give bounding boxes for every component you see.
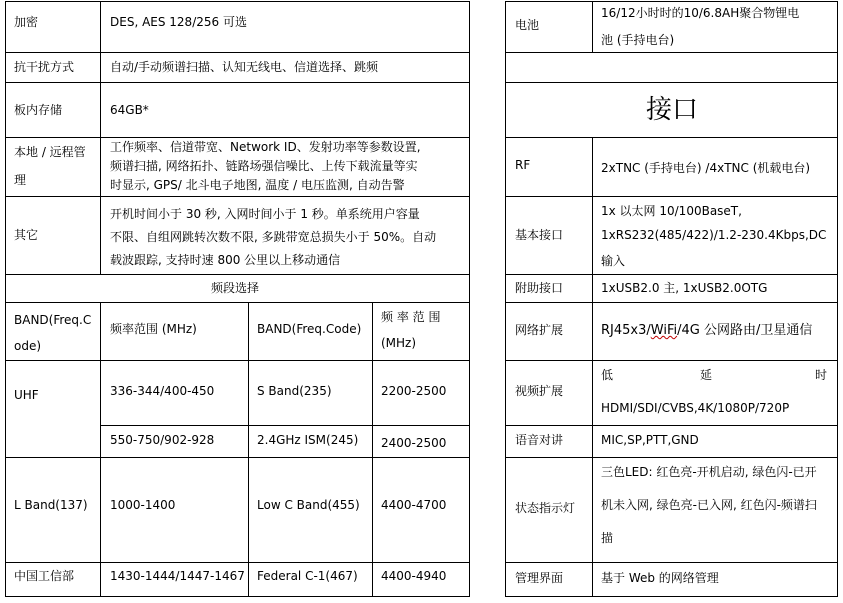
band-row-uhf-range2-b: 2400-2500 xyxy=(381,436,447,450)
video-ext-value-word3: 时 xyxy=(815,368,828,382)
network-ext-value: RJ45x3/WiFi/4G 公网路由/卫星通信 xyxy=(601,323,813,338)
storage-value: 64GB* xyxy=(110,103,149,117)
rf-label: RF xyxy=(515,158,531,172)
band-row-uhf-band2-a: S Band(235) xyxy=(257,384,332,398)
band-row-miit-range2: 4400-4940 xyxy=(381,569,447,583)
band-header-range1: 频率范围 (MHz) xyxy=(110,322,197,336)
band-header-band1-line2: ode) xyxy=(14,339,42,353)
basic-interface-value-line2: 1xRS232(485/422)/1.2-230.4Kbps,DC xyxy=(601,228,827,242)
band-header-range2-line1: 频 率 范 围 xyxy=(381,310,441,324)
interface-title: 接口 xyxy=(646,95,699,125)
status-led-value-line1: 三色LED: 红色亮-开机启动, 绿色闪-已开 xyxy=(601,465,817,479)
band-row-lband-band2: Low C Band(455) xyxy=(257,498,360,512)
band-row-uhf-band2-b: 2.4GHz ISM(245) xyxy=(257,433,359,447)
video-ext-value-word1: 低 xyxy=(601,368,614,382)
band-section-title: 频段选择 xyxy=(211,281,260,295)
voice-value: MIC,SP,PTT,GND xyxy=(601,433,699,447)
video-ext-label: 视频扩展 xyxy=(515,384,564,398)
band-header-band1-line1: BAND(Freq.C xyxy=(14,313,92,327)
band-row-uhf-range1-b: 550-750/902-928 xyxy=(110,433,215,447)
mgmt-ui-label: 管理界面 xyxy=(515,571,564,585)
aux-interface-value: 1xUSB2.0 主, 1xUSB2.0OTG xyxy=(601,281,768,295)
management-value-line3: 时显示, GPS/ 北斗电子地图, 温度 / 电压监测, 自动告警 xyxy=(110,178,405,192)
wifi-spellcheck-word: WiFi xyxy=(650,323,678,338)
encryption-value: DES, AES 128/256 可选 xyxy=(110,15,247,29)
video-ext-value-word2: 延 xyxy=(700,368,713,382)
band-row-lband-range1: 1000-1400 xyxy=(110,498,176,512)
other-value-line1: 开机时间小于 30 秒, 入网时间小于 1 秒。单系统用户容量 xyxy=(110,207,420,221)
status-led-label: 状态指示灯 xyxy=(515,501,576,515)
basic-interface-value-line1: 1x 以太网 10/100BaseT, xyxy=(601,204,742,218)
mgmt-ui-value: 基于 Web 的网络管理 xyxy=(601,571,719,585)
band-row-lband-range2: 4400-4700 xyxy=(381,498,447,512)
other-label: 其它 xyxy=(14,228,39,242)
basic-interface-value-line3: 输入 xyxy=(601,254,626,268)
other-value-line3: 载波跟踪, 支持时速 800 公里以上移动通信 xyxy=(110,253,341,267)
band-row-miit-band2: Federal C-1(467) xyxy=(257,569,358,583)
band-row-miit-range1: 1430-1444/1447-1467 xyxy=(110,569,245,583)
encryption-label: 加密 xyxy=(14,15,39,29)
battery-value-line1: 16/12小时时的10/6.8AH聚合物锂电 xyxy=(601,6,800,20)
status-led-value-line2: 机未入网, 绿色亮-已入网, 红色闪-频谱扫 xyxy=(601,498,817,512)
management-label-line2: 理 xyxy=(14,173,27,187)
video-ext-value-line2: HDMI/SDI/CVBS,4K/1080P/720P xyxy=(601,401,790,415)
battery-value-line2: 池 (手持电台) xyxy=(601,33,675,47)
status-led-value-line3: 描 xyxy=(601,531,614,545)
storage-label: 板内存储 xyxy=(14,103,63,117)
management-value-line2: 频谱扫描, 网络拓扑、链路场强信噪比、上传下载流量等实 xyxy=(110,159,418,173)
band-row-lband-band1: L Band(137) xyxy=(14,498,88,512)
band-row-uhf-range1-a: 336-344/400-450 xyxy=(110,384,215,398)
management-label-line1: 本地 / 远程管 xyxy=(14,145,86,159)
anti-jamming-value: 自动/手动频谱扫描、认知无线电、信道选择、跳频 xyxy=(110,60,379,74)
anti-jamming-label: 抗干扰方式 xyxy=(14,60,75,74)
network-ext-label: 网络扩展 xyxy=(515,323,564,337)
basic-interface-label: 基本接口 xyxy=(515,228,564,242)
band-header-band2: BAND(Freq.Code) xyxy=(257,322,362,336)
band-row-uhf-band1: UHF xyxy=(14,388,39,402)
rf-value: 2xTNC (手持电台) /4xTNC (机载电台) xyxy=(601,161,811,175)
aux-interface-label: 附助接口 xyxy=(515,281,564,295)
management-value-line1: 工作频率、信道带宽、Network ID、发射功率等参数设置, xyxy=(110,140,421,154)
band-row-miit-band1: 中国工信部 xyxy=(14,569,75,583)
voice-label: 语音对讲 xyxy=(515,433,564,447)
band-row-uhf-range2-a: 2200-2500 xyxy=(381,384,447,398)
other-value-line2: 不限、自组网跳转次数不限, 多跳带宽总损失小于 50%。自动 xyxy=(110,230,437,244)
battery-label: 电池 xyxy=(515,18,540,32)
band-header-range2-line2: (MHz) xyxy=(381,336,417,350)
